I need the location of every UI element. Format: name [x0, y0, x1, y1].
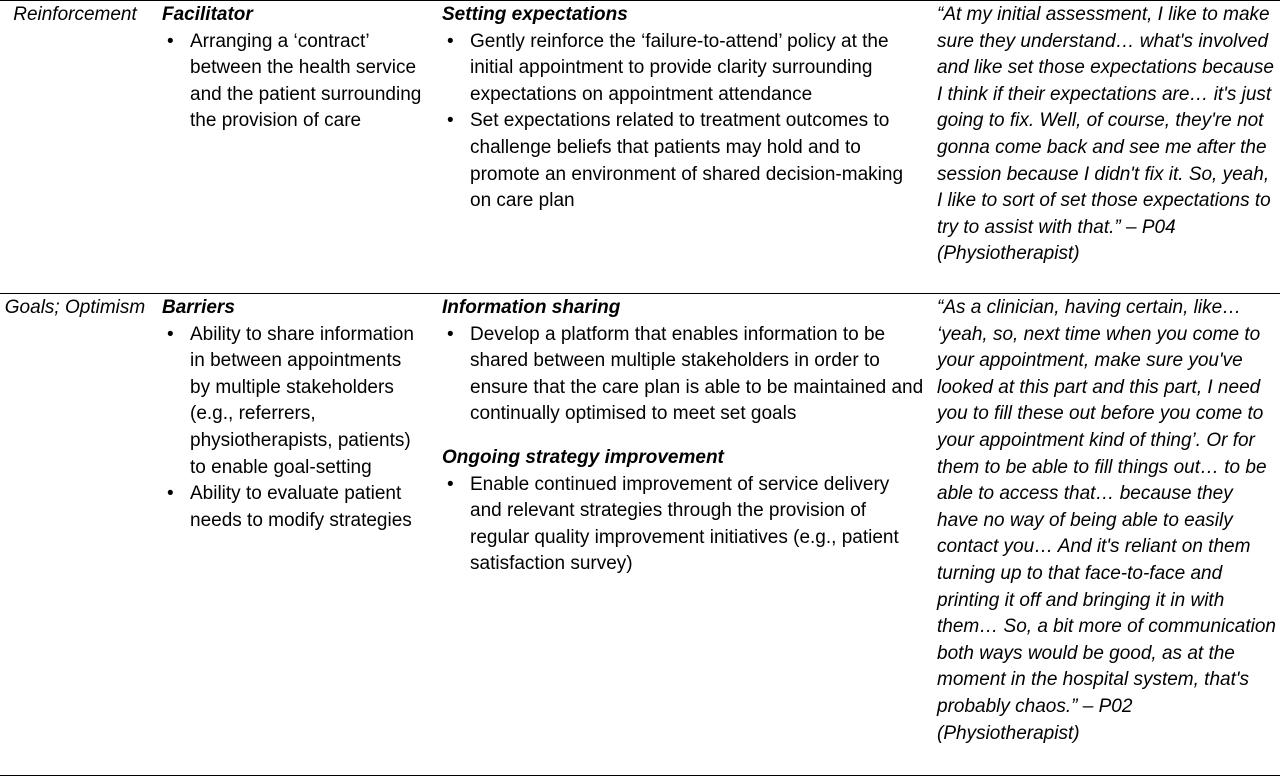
factor-cell — [150, 1, 426, 293]
list-item: • Ability to share information in between appointments by multiple stakeholders (e.g., referrers, physiotherapists, patients) to enable goal-setting — [162, 322, 426, 482]
factor-heading: Barriers — [162, 297, 235, 318]
construct-cell — [0, 1, 150, 293]
participant-quote: “At my initial assessment, I like to make sure they understand… what's involved and like set those expectations because I think if their expectations are… it's just going to fix. Well, of course, they're not gonna come back and see me after the session because I didn't fix it. So, yeah, I like to sort of set those expectations to try to assist with that.” – P04 (Physiotherapist) — [937, 4, 1274, 265]
list-item: • Enable continued improvement of service delivery and relevant strategies through the provision of regular quality improvement initiatives (e.g., patient satisfaction survey) — [442, 472, 924, 578]
list-item: • Gently reinforce the ‘failure-to-attend’ policy at the initial appointment to provide clarity surrounding expectations on appointment attendance — [442, 29, 924, 109]
list-item: • Arranging a ‘contract’ between the health service and the patient surrounding the provision of care — [162, 29, 426, 135]
strategy-cell — [426, 1, 924, 293]
list-item: • Develop a platform that enables information to be shared between multiple stakeholders in order to ensure that the care plan is able to be maintained and continually optimised to meet set goals — [442, 322, 924, 428]
quote-cell — [924, 1, 1280, 293]
table-row-goals-optimism — [0, 293, 1280, 776]
construct-label: Reinforcement — [13, 4, 137, 25]
list-item: • Set expectations related to treatment outcomes to challenge beliefs that patients may hold and to promote an environment of shared decision-making on care plan — [442, 108, 924, 214]
factor-heading: Facilitator — [162, 4, 253, 25]
strategy-list — [442, 322, 924, 428]
strategy-list — [442, 472, 924, 578]
participant-quote: “As a clinician, having certain, like… ‘yeah, so, next time when you come to your appointment, make sure you've looked at this part and this part, I need you to fill these out before you come to your appointment kind of thing’. Or for them to be able to fill things out… to be able to access that… because they have no way of being able to easily contact you… And it's reliant on them turning up to that face-to-face and printing it off and bringing it in with them… So, a bit more of communication both ways would be good, as at the moment in the hospital system, that's probably chaos.” – P02 (Physiotherapist) — [937, 297, 1276, 744]
factor-cell — [150, 294, 426, 775]
strategy-list — [442, 29, 924, 215]
construct-cell — [0, 294, 150, 775]
construct-label: Goals; Optimism — [4, 297, 146, 318]
list-item: • Ability to evaluate patient needs to modify strategies — [162, 481, 426, 534]
quote-cell — [924, 294, 1280, 775]
strategy-heading: Setting expectations — [442, 4, 628, 25]
factor-list — [162, 29, 426, 135]
strategy-heading: Information sharing — [442, 297, 621, 318]
table-row-reinforcement — [0, 0, 1280, 293]
strategy-cell — [426, 294, 924, 775]
strategy-heading: Ongoing strategy improvement — [442, 446, 724, 468]
factor-list — [162, 322, 426, 535]
